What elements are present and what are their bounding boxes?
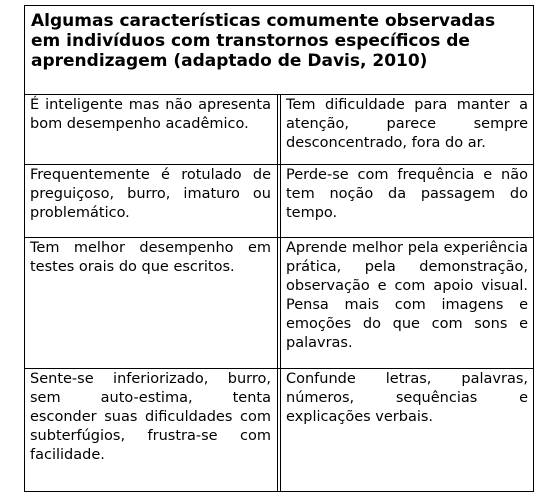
table-row (25, 165, 533, 238)
table-cell-right: Perde-se com frequência e não tem noção da passagem do tempo. (280, 165, 533, 237)
table-cell-left: É inteligente mas não apresenta bom desempenho acadêmico. (25, 95, 278, 164)
table-cell-left: Sente-se inferiorizado, burro, sem auto-estima, tenta esconder suas dificuldades com subterfúgios, frustra-se com facilidade. (25, 369, 278, 491)
table-cell-right: Tem dificuldade para manter a atenção, parece sempre desconcentrado, fora do ar. (280, 95, 533, 164)
table-cell-right: Aprende melhor pela experiência prática, pela demonstração, observação e com apoio visual. Pensa mais com imagens e emoções do que com sons e palavras. (280, 238, 533, 368)
table-row (25, 95, 533, 165)
table-cell-right: Confunde letras, palavras, números, sequências e explicações verbais. (280, 369, 533, 491)
table-cell-left: Frequentemente é rotulado de preguiçoso, burro, imaturo ou problemático. (25, 165, 278, 237)
table-cell-left: Tem melhor desempenho em testes orais do que escritos. (25, 238, 278, 368)
table-row (25, 369, 533, 491)
table-row (25, 238, 533, 369)
characteristics-table (24, 5, 534, 492)
table-title: Algumas características comumente observadas em indivíduos com transtornos específicos de aprendizagem (adaptado de Davis, 2010) (25, 6, 533, 95)
